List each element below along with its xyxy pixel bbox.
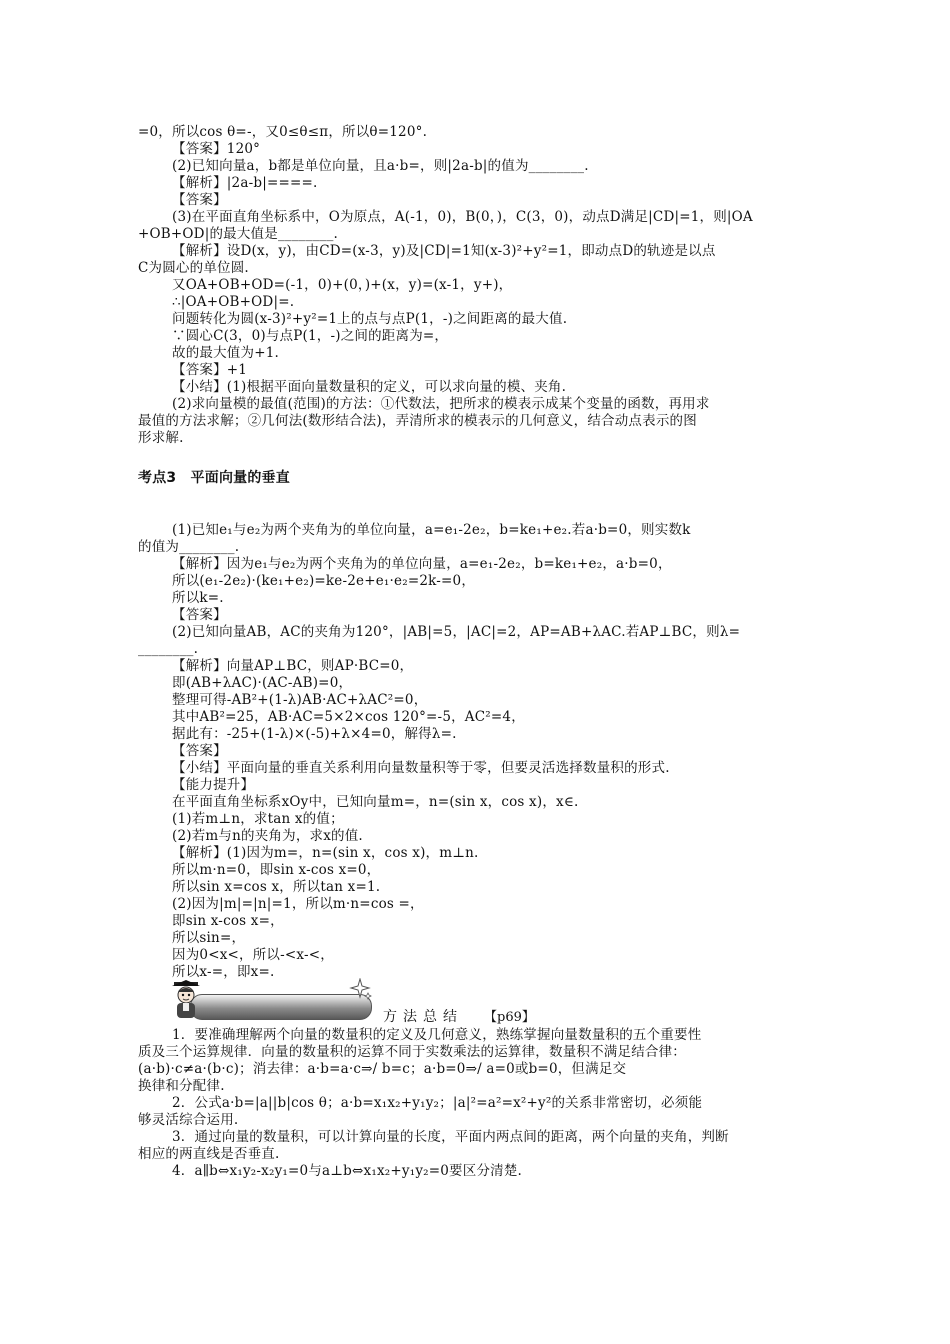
solution-line: 【解析】(1)因为m=，n=(sin x，cos x)，m⊥n. — [172, 845, 479, 861]
solution-line: 故的最大值为+1. — [172, 345, 279, 361]
method-line: 换律和分配律. — [138, 1078, 225, 1094]
solution-line: 【解析】设D(x，y)，由CD=(x-3，y)及|CD|=1知(x-3)²+y²=1，即动点D的轨迹是以点 — [172, 243, 716, 259]
ability-heading: 【能力提升】 — [172, 777, 255, 793]
question-line: ________. — [138, 641, 199, 657]
method-line: 质及三个运算规律．向量的数量积的运算不同于实数乘法的运算律，数量积不满足结合律： — [138, 1044, 686, 1060]
method-line: 1．要准确理解两个向量的数量积的定义及几何意义，熟练掌握向量数量积的五个重要性 — [172, 1027, 702, 1043]
solution-line: 【解析】|2a-b|====. — [172, 175, 318, 191]
question-line: (1)若m⊥n，求tan x的值； — [172, 811, 344, 827]
page-reference: 【p69】 — [484, 1010, 535, 1025]
method-line: (a·b)·c≠a·(b·c)；消去律：a·b=a·c⇒/ b=c；a·b=0⇒/ a=0或b=0，但满足交 — [138, 1061, 627, 1077]
banner-title: 方法总结 — [383, 1009, 463, 1025]
solution-line: 据此有：-25+(1-λ)×(-5)+λ×4=0，解得λ=. — [172, 726, 457, 742]
solution-line: 【解析】向量AP⊥BC，则AP·BC=0， — [172, 658, 414, 674]
student-mascot-icon — [168, 980, 204, 1020]
solution-line: (2)因为|m|=|n|=1，所以m·n=cos =， — [172, 896, 424, 912]
question-line: (2)已知向量a，b都是单位向量，且a·b=，则|2a-b|的值为________. — [172, 158, 589, 174]
question-line: +OB+OD|的最大值是________. — [138, 226, 339, 242]
summary-line: (2)求向量模的最值(范围)的方法：①代数法，把所求的模表示成某个变量的函数，再用求 — [172, 396, 710, 412]
method-summary-banner — [168, 978, 378, 1022]
solution-line: 所以m·n=0，即sin x-cos x=0， — [172, 862, 381, 878]
solution-line: ∴|OA+OB+OD|=. — [172, 294, 295, 310]
solution-line: 又OA+OB+OD=(-1，0)+(0，)+(x，y)=(x-1，y+)， — [172, 277, 513, 293]
method-line: 3．通过向量的数量积，可以计算向量的长度，平面内两点间的距离，两个向量的夹角，判断 — [172, 1129, 729, 1145]
solution-line: 问题转化为圆(x-3)²+y²=1上的点与点P(1，-)之间距离的最大值. — [172, 311, 568, 327]
solution-line: 所以sin x=cos x，所以tan x=1. — [172, 879, 381, 895]
method-line: 2．公式a·b=|a||b|cos θ；a·b=x₁x₂+y₁y₂；|a|²=a²=x²+y²的关系非常密切，必须能 — [172, 1095, 703, 1111]
solution-line: 即(AB+λAC)·(AC-AB)=0， — [172, 675, 353, 691]
section-heading: 考点3 平面向量的垂直 — [138, 470, 290, 486]
solution-line: 其中AB²=25，AB·AC=5×2×cos 120°=-5，AC²=4， — [172, 709, 525, 725]
solution-line: 所以k=. — [172, 590, 224, 606]
solution-line: ∵圆心C(3，0)与点P(1，-)之间的距离为=， — [172, 328, 449, 344]
solution-line: 即sin x-cos x=， — [172, 913, 284, 929]
answer-line: 【答案】 — [172, 192, 227, 208]
solution-line: 所以(e₁-2e₂)·(ke₁+e₂)=ke-2e+e₁·e₂=2k-=0， — [172, 573, 476, 589]
answer-line: 【答案】 — [172, 607, 227, 623]
solution-line: 所以sin=， — [172, 930, 246, 946]
question-line: (2)若m与n的夹角为，求x的值. — [172, 828, 363, 844]
answer-line: 【答案】120° — [172, 141, 261, 157]
solution-line: 所以x-=，即x=. — [172, 964, 275, 980]
summary-line: 最值的方法求解；②几何法(数形结合法)，弄清所求的模表示的几何意义，结合动点表示的图 — [138, 413, 697, 429]
solution-line: 整理可得-AB²+(1-λ)AB·AC+λAC²=0， — [172, 692, 428, 708]
solution-line: 因为0<x<，所以-<x-<， — [172, 947, 334, 963]
summary-line: 形求解. — [138, 430, 184, 446]
question-line: (2)已知向量AB，AC的夹角为120°，|AB|=5，|AC|=2，AP=AB+λAC.若AP⊥BC，则λ= — [172, 624, 741, 640]
method-line: 够灵活综合运用. — [138, 1112, 239, 1128]
answer-line: 【答案】 — [172, 743, 227, 759]
answer-line: 【答案】+1 — [172, 362, 248, 378]
sparkle-icon — [348, 978, 372, 1000]
solution-line: C为圆心的单位圆. — [138, 260, 249, 276]
method-line: 相应的两直线是否垂直. — [138, 1146, 280, 1162]
solution-line: 【解析】因为e₁与e₂为两个夹角为的单位向量，a=e₁-2e₂，b=ke₁+e₂，a·b=0， — [172, 556, 672, 572]
text-line: =0，所以cos θ=-，又0≤θ≤π，所以θ=120°. — [138, 124, 428, 140]
banner-bar — [190, 994, 372, 1020]
question-line: 在平面直角坐标系xOy中，已知向量m=，n=(sin x，cos x)，x∈. — [172, 794, 579, 810]
question-line: 的值为________. — [138, 539, 240, 555]
summary-line: 【小结】平面向量的垂直关系利用向量数量积等于零，但要灵活选择数量积的形式. — [172, 760, 670, 776]
method-line: 4．a∥b⇔x₁y₂-x₂y₁=0与a⊥b⇔x₁x₂+y₁y₂=0要区分清楚. — [172, 1163, 523, 1179]
question-line: (1)已知e₁与e₂为两个夹角为的单位向量，a=e₁-2e₂，b=ke₁+e₂.若a·b=0，则实数k — [172, 522, 691, 538]
question-line: (3)在平面直角坐标系中，O为原点，A(-1，0)，B(0，)，C(3，0)，动点D满足|CD|=1，则|OA — [172, 209, 753, 225]
summary-line: 【小结】(1)根据平面向量数量积的定义，可以求向量的模、夹角. — [172, 379, 567, 395]
